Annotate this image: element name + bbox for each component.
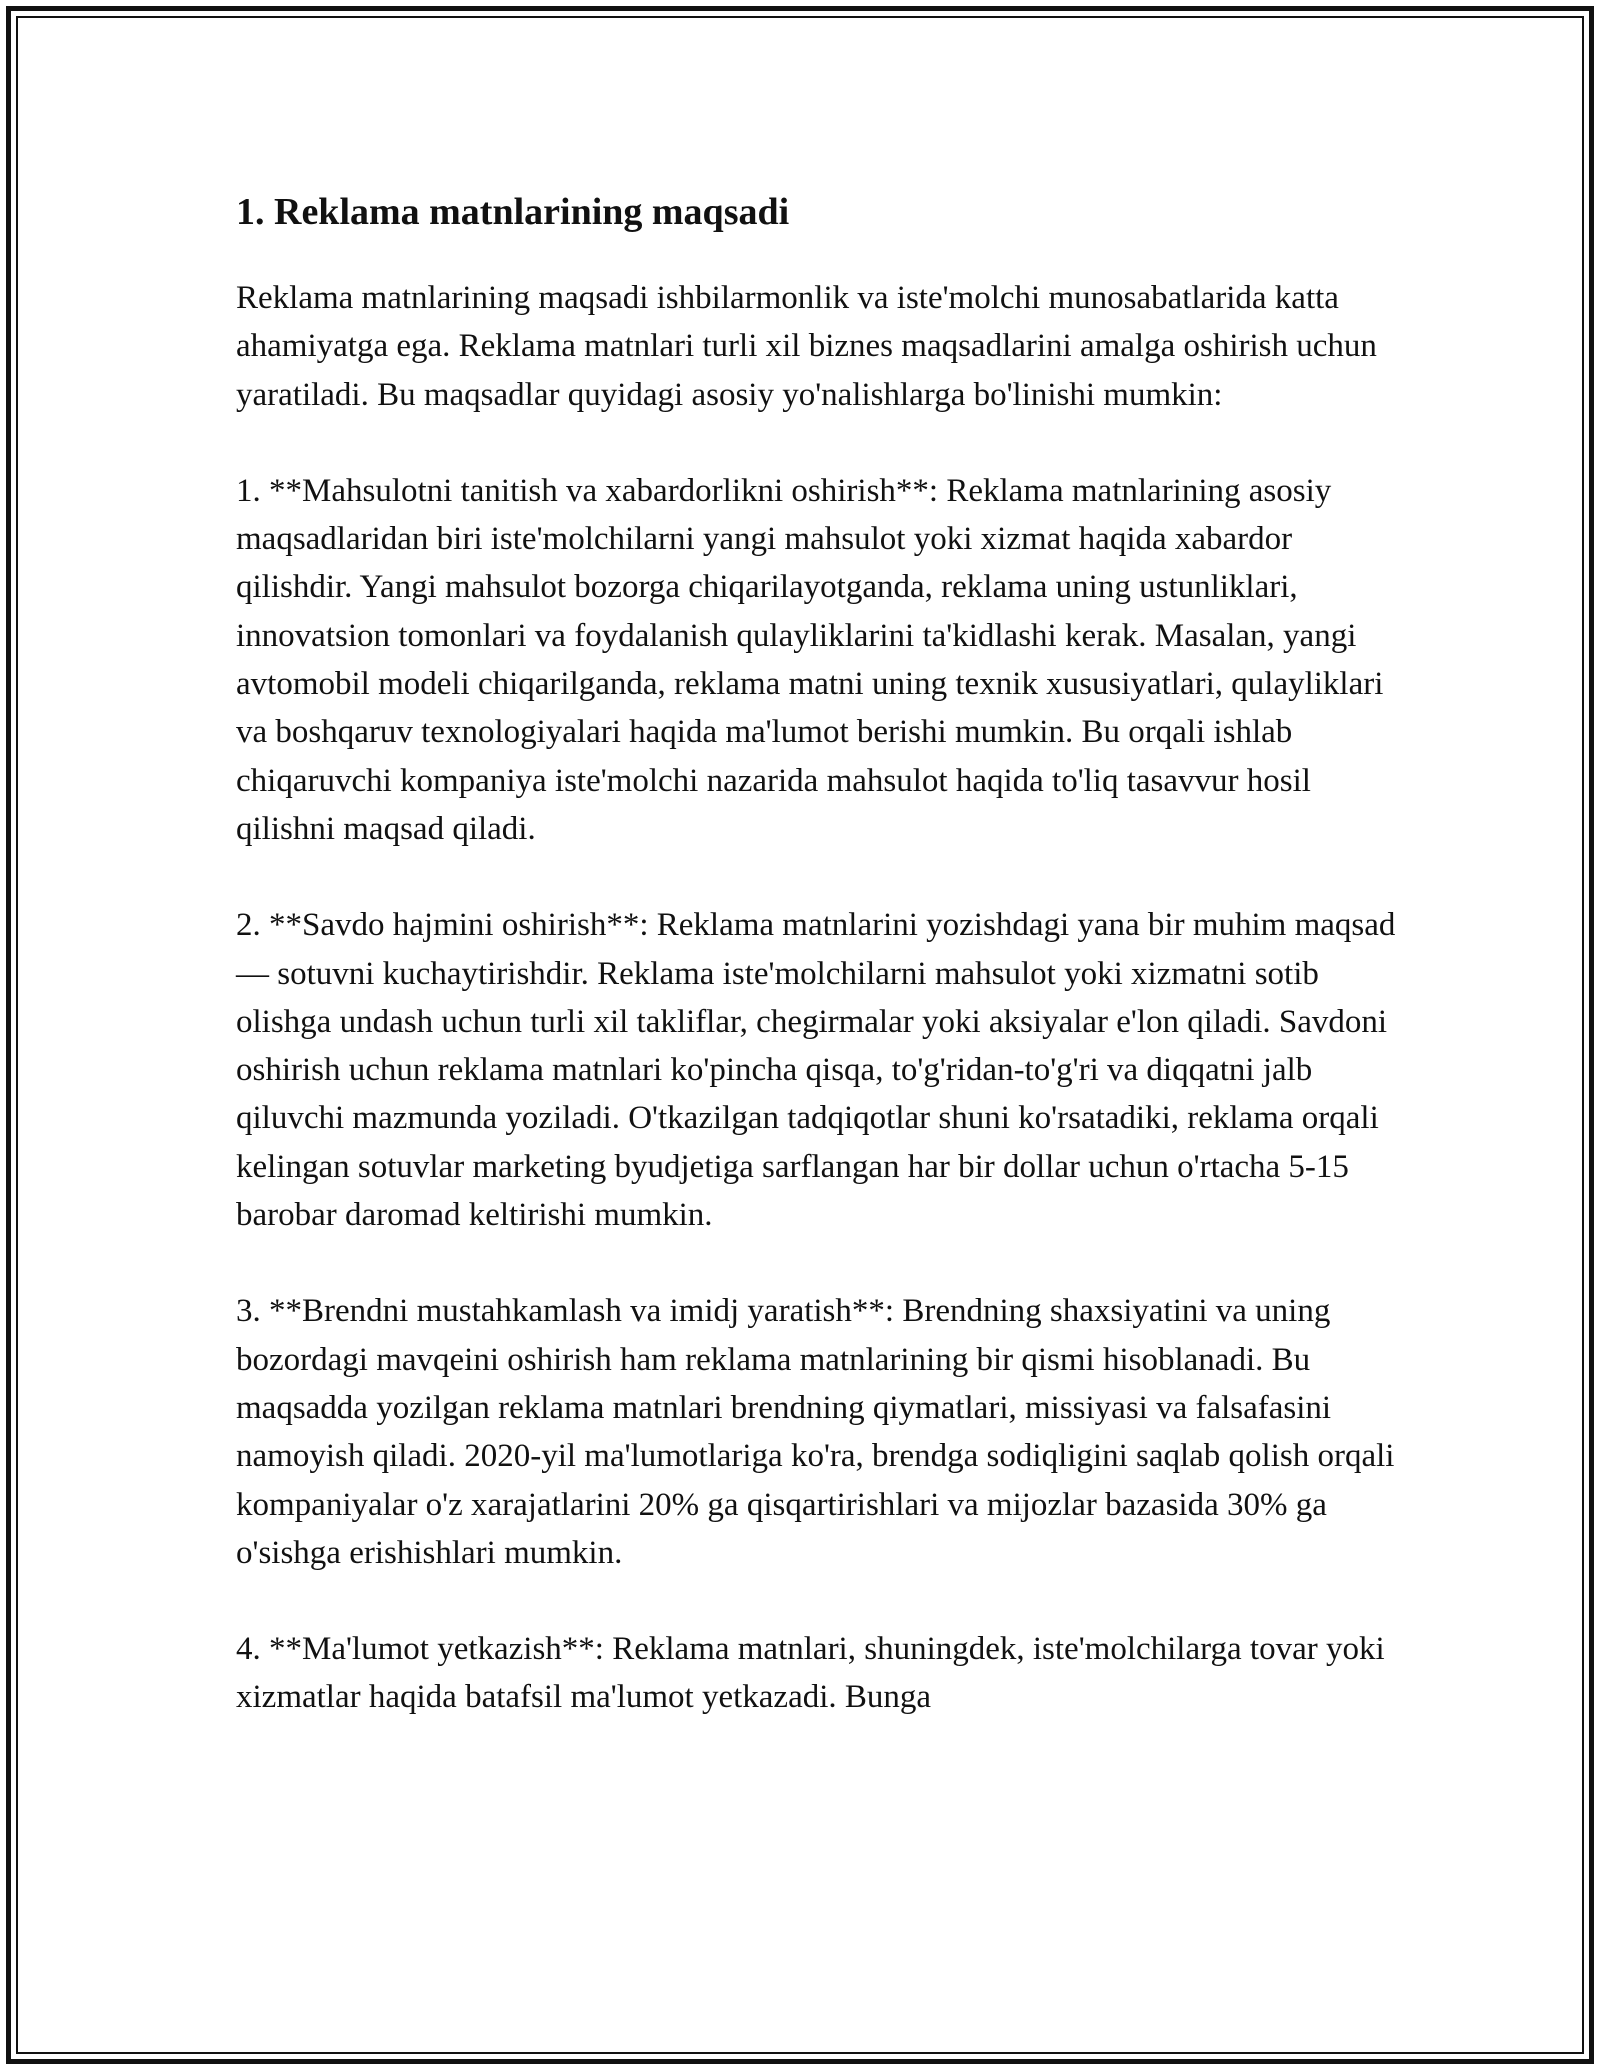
- intro-paragraph: Reklama matnlarining maqsadi ishbilarmonlik va iste'molchi munosabatlarida katta ahamiyatga ega. Reklama matnlari turli xil biznes maqsadlarini amalga oshirish uchun yaratiladi. Bu maqsadlar quyidagi asosiy yo'nalishlarga bo'linishi mumkin:: [236, 280, 1377, 413]
- paragraph-product-awareness: 1. **Mahsulotni tanitish va xabardorlikni oshirish**: Reklama matnlarining asosiy maqsadlaridan biri iste'molchilarni yangi mahsulot yoki xizmat haqida xabardor qilishdir. Yangi mahsulot bozorga chiqarilayotganda, reklama uning ustunliklari, innovatsion tomonlari va foydalanish qulayliklarini ta'kidlashi kerak. Masalan, yangi avtomobil modeli chiqarilganda, reklama matni uning texnik xususiyatlari, qulayliklari va boshqaruv texnologiyalari haqida ma'lumot berishi mumkin. Bu orqali ishlab chiqaruvchi kompaniya iste'molchi nazarida mahsulot haqida to'liq tasavvur hosil qilishni maqsad qiladi.: [236, 472, 1384, 847]
- paragraph-sales-growth: 2. **Savdo hajmini oshirish**: Reklama matnlarini yozishdagi yana bir muhim maqsad — sotuvni kuchaytirishdir. Reklama iste'molchilarni mahsulot yoki xizmatni sotib olishga undash uchun turli xil takliflar, chegirmalar yoki aksiyalar e'lon qiladi. Savdoni oshirish uchun reklama matnlari ko'pincha qisqa, to'g'ridan-to'g'ri va diqqatni jalb qiluvchi mazmunda yoziladi. O'tkazilgan tadqiqotlar shuni ko'rsatadiki, reklama orqali kelingan sotuvlar marketing byudjetiga sarflangan har bir dollar uchun o'rtacha 5-15 barobar daromad keltirishi mumkin.: [236, 907, 1396, 1234]
- paragraph-information-delivery: 4. **Ma'lumot yetkazish**: Reklama matnlari, shuningdek, iste'molchilarga tovar yoki xizmatlar haqida batafsil ma'lumot yetkazadi. Bunga: [236, 1631, 1385, 1716]
- document-body: [236, 186, 1396, 1770]
- paragraph-brand-image: 3. **Brendni mustahkamlash va imidj yaratish**: Brendning shaxsiyatini va uning bozordagi mavqeini oshirish ham reklama matnlarining bir qismi hisoblanadi. Bu maqsadda yozilgan reklama matnlari brendning qiymatlari, missiyasi va falsafasini namoyish qiladi. 2020-yil ma'lumotlariga ko'ra, brendga sodiqligini saqlab qolish orqali kompaniyalar o'z xarajatlarini 20% ga qisqartirishlari va mijozlar bazasida 30% ga o'sishga erishishlari mumkin.: [236, 1293, 1395, 1571]
- section-heading: 1. Reklama matnlarining maqsadi: [236, 191, 790, 233]
